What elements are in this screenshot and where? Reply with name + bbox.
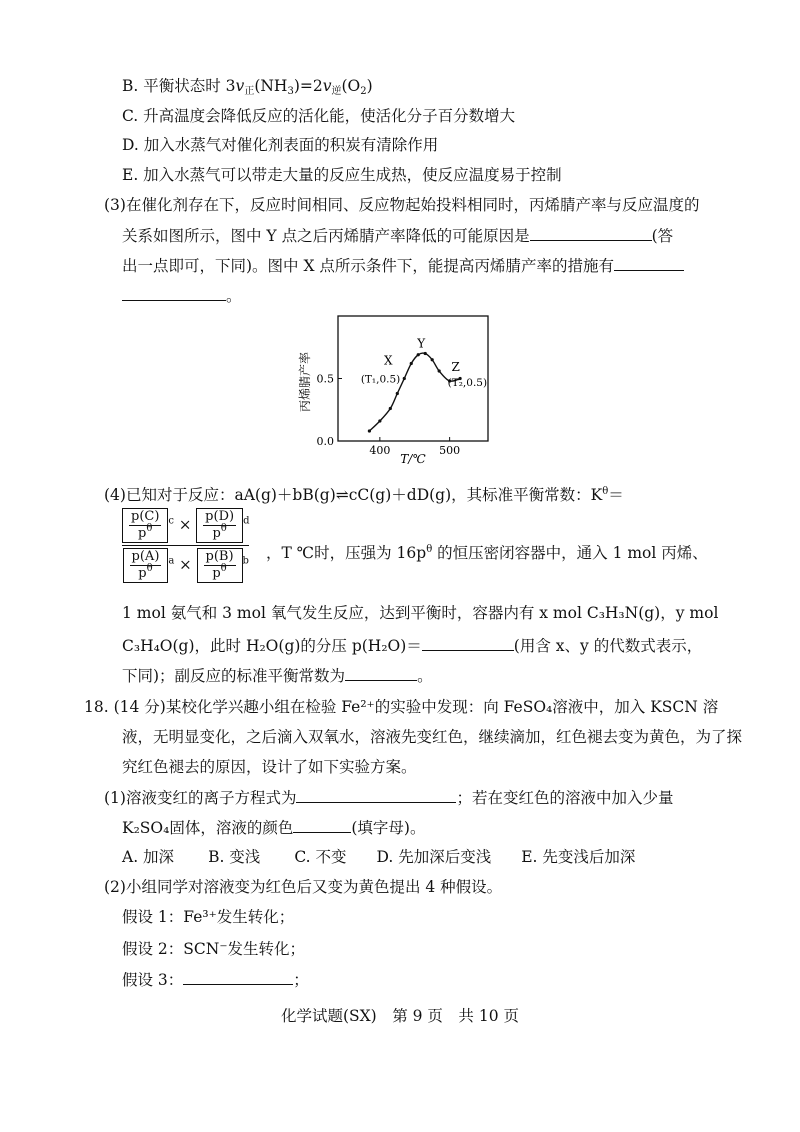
hypothesis-2: 假设 2：SCN⁻发生转化； (122, 940, 306, 958)
equilibrium-constant-formula: $\frac{p(C)}{p^\theta}$ $^c$ × $\frac{p(D)}{p^\theta}$ $^d$ $\frac{p(A)}{p^\theta}$ $^a$ × $\frac{p(B)}{p^\theta}$ $^b$ (122, 508, 249, 583)
option-c: C. 升高温度会降低反应的活化能，使活化分子百分数增大 (122, 107, 516, 125)
q17-part3-line4: 。 (122, 284, 242, 307)
q17-part3-line1: (3)在催化剂存在下，反应时间相同、反应物起始投料相同时，丙烯腈产率与反应温度的 (104, 196, 700, 214)
answer-blank (614, 254, 684, 271)
y-tick-label: 0.5 (316, 372, 334, 386)
q17-part4-line4: C₃H₄O(g)，此时 H₂O(g)的分压 p(H₂O)＝ (用含 x、y 的代数式表示， (122, 634, 702, 657)
bracket-d: $\frac{p(D)}{p^\theta}$ (196, 508, 243, 543)
bracket-a: $\frac{p(A)}{p^\theta}$ (123, 548, 169, 583)
yield-temperature-chart (295, 312, 505, 472)
data-point (410, 362, 413, 365)
data-point (396, 392, 399, 395)
q17-part4-line2: ，T ℃时，压强为 $16p^\theta$ 的恒压密闭容器中，通入 1 mol 丙烯、 (266, 544, 708, 562)
bracket-c: $\frac{p(C)}{p^\theta}$ (122, 508, 168, 543)
x-axis-label: T/℃ (400, 452, 426, 466)
point-x-coord: (T₁,0.5) (360, 373, 401, 386)
x-tick-label: 500 (439, 444, 461, 457)
option-b: B. 平衡状态时 $3v_正(NH_3)=2v_逆(O_2)$ (122, 77, 373, 97)
q17-part3-line3: 出一点即可，下同)。图中 X 点所示条件下，能提高丙烯腈产率的措施有 (122, 254, 684, 277)
data-point (403, 377, 406, 380)
data-point (389, 407, 392, 410)
bracket-b: $\frac{p(B)}{p^\theta}$ (197, 548, 243, 583)
q18-line2: 液，无明显变化，之后滴入双氧水，溶液先变红色，继续滴加，红色褪去变为黄色，为了探 (122, 728, 743, 746)
answer-blank (293, 816, 351, 833)
q17-part4-line1: (4)已知对于反应：aA(g)＋bB(g)⇌cC(g)＋dD(g)，其标准平衡常数：$K^\theta=$ (104, 486, 624, 504)
answer-blank (422, 634, 514, 651)
y-tick-label: 0.0 (316, 435, 334, 448)
option-a: A. 加深 (122, 848, 175, 866)
page-footer: 化学试题(SX) 第 9 页 共 10 页 (280, 1007, 520, 1025)
data-point (368, 429, 371, 432)
q18-part1-line2: K₂SO₄固体，溶液的颜色 (填字母)。 (122, 816, 425, 839)
x-tick-label: 400 (369, 444, 391, 457)
point-x-label: X (384, 353, 393, 368)
data-point (378, 419, 381, 422)
q18-part1-line1: (1)溶液变红的离子方程式为 ；若在变红色的溶液中加入少量 (104, 786, 673, 809)
answer-blank (296, 786, 456, 803)
option-b: B. 变浅 (208, 848, 261, 866)
point-y-label: Y (417, 336, 426, 351)
q18-line3: 究红色褪去的原因，设计了如下实验方案。 (122, 758, 417, 776)
q18-part2: (2)小组同学对溶液变为红色后又变为黄色提出 4 种假设。 (104, 878, 503, 896)
answer-blank (122, 284, 226, 301)
q17-part4-line5: 下同)；副反应的标准平衡常数为 。 (122, 664, 433, 687)
option-e: E. 先变浅后加深 (521, 848, 636, 866)
answer-blank (530, 224, 652, 241)
data-point (438, 369, 441, 372)
data-point (417, 353, 420, 356)
yield-curve (369, 353, 460, 431)
answer-blank (183, 968, 293, 985)
data-point (431, 358, 434, 361)
option-d: D. 加入水蒸气对催化剂表面的积炭有清除作用 (122, 136, 439, 154)
q18-line1: 18. (14 分)某校化学兴趣小组在检验 Fe²⁺的实验中发现：向 FeSO₄溶液中，加入 KSCN 溶 (84, 698, 719, 716)
answer-blank (345, 664, 417, 681)
hypothesis-3: 假设 3： ； (122, 968, 309, 991)
option-e: E. 加入水蒸气可以带走大量的反应生成热，使反应温度易于控制 (122, 166, 562, 184)
q17-part3-line2: 关系如图所示，图中 Y 点之后丙烯腈产率降低的可能原因是 (答 (122, 224, 673, 247)
point-z-coord: (T₂,0.5) (447, 377, 488, 389)
data-point (424, 352, 427, 355)
q18-options (122, 846, 635, 868)
point-z-label: Z (451, 360, 460, 374)
hypothesis-1: 假设 1：Fe³⁺发生转化； (122, 908, 295, 926)
option-c: C. 不变 (294, 848, 347, 866)
q17-part4-line3: 1 mol 氨气和 3 mol 氧气发生反应，达到平衡时，容器内有 x mol C₃H₃N(g)，y mol (122, 604, 719, 622)
option-d: D. 先加深后变浅 (376, 848, 492, 866)
y-axis-label: 丙烯腈产率 (298, 351, 312, 413)
